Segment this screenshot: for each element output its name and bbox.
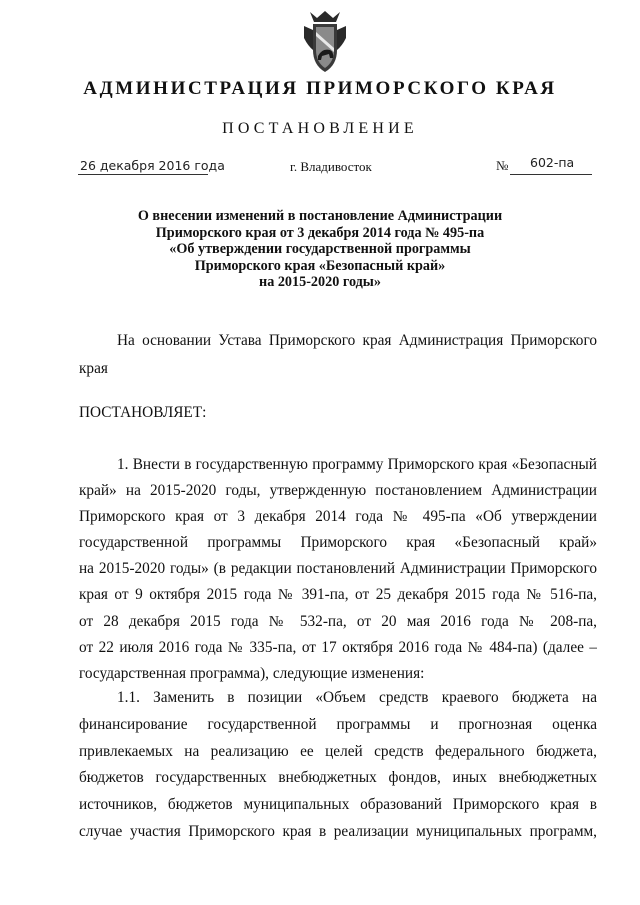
text-line: Приморского края от 3 декабря 2014 года № 495-па «Об утверждении bbox=[79, 508, 597, 526]
title-line: О внесении изменений в постановление Администрации bbox=[137, 208, 503, 224]
number-underline bbox=[510, 174, 592, 175]
text-line: бюджетов государственных внебюджетных фондов, иных внебюджетных bbox=[79, 769, 597, 787]
basis-paragraph bbox=[79, 327, 597, 383]
document-number: 602-па bbox=[530, 155, 575, 170]
text-line: от 22 июля 2016 года № 335-па, от 17 октября 2016 года № 484-па) (далее – bbox=[79, 638, 597, 656]
coat-of-arms-emblem bbox=[300, 10, 350, 74]
document-type: ПОСТАНОВЛЕНИЕ bbox=[222, 120, 418, 137]
text-line: государственной программы Приморского края «Безопасный край» bbox=[79, 534, 597, 552]
text-line: от 28 декабря 2015 года № 532-па, от 20 мая 2016 года № 208-па, bbox=[79, 612, 597, 630]
text-line: привлекаемых на реализацию ее целей средств федерального бюджета, bbox=[79, 742, 597, 760]
text-line: государственная программа), следующие изменения: bbox=[79, 664, 425, 682]
text-line: края bbox=[79, 360, 108, 377]
text-line: финансирование государственной программы и прогнозная оценка bbox=[79, 715, 597, 733]
decree-word: ПОСТАНОВЛЯЕТ: bbox=[79, 404, 207, 421]
text-line: 1.1. Заменить в позиции «Объем средств краевого бюджета на bbox=[117, 689, 597, 706]
text-line: на 2015-2020 годы» (в редакции постановлений Администрации Приморского bbox=[79, 560, 597, 578]
title-line: на 2015-2020 годы» bbox=[259, 274, 381, 290]
paragraph-2 bbox=[79, 685, 597, 846]
text-line: На основании Устава Приморского края Администрация Приморского bbox=[117, 332, 597, 349]
text-line: случае участия Приморского края в реализации муниципальных программ, bbox=[79, 822, 597, 840]
text-line: 1. Внести в государственную программу Приморского края «Безопасный bbox=[117, 456, 597, 473]
text-line: края от 9 октября 2015 года № 391-па, от 25 декабря 2015 года № 516-па, bbox=[79, 586, 597, 604]
document-city: г. Владивосток bbox=[290, 159, 372, 174]
document-title bbox=[100, 208, 540, 291]
document-date: 26 декабря 2016 года bbox=[80, 158, 225, 173]
number-label: № bbox=[496, 158, 509, 173]
organization-name: АДМИНИСТРАЦИЯ ПРИМОРСКОГО КРАЯ bbox=[83, 78, 557, 99]
title-line: «Об утверждении государственной программы bbox=[169, 241, 471, 257]
title-line: Приморского края от 3 декабря 2014 года № 495-па bbox=[155, 224, 485, 241]
title-line: Приморского края «Безопасный край» bbox=[194, 257, 446, 274]
paragraph-1 bbox=[79, 452, 597, 687]
text-line: источников, бюджетов муниципальных образований Приморского края в bbox=[79, 796, 597, 814]
text-line: край» на 2015-2020 годы, утвержденную постановлением Администрации bbox=[79, 482, 597, 500]
date-underline bbox=[78, 174, 208, 175]
